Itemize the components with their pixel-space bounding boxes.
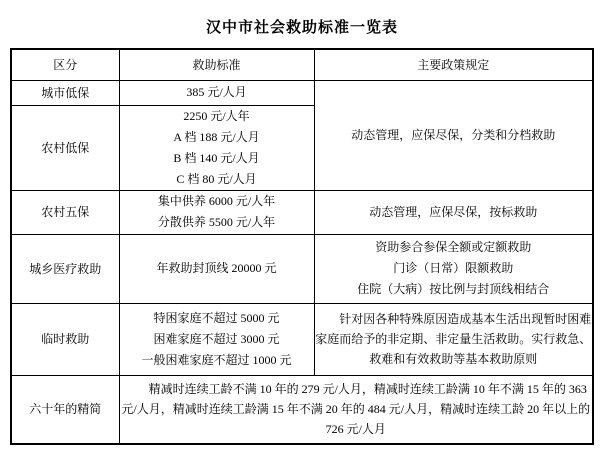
table-row-streamlined-60s xyxy=(11,375,593,444)
category-cell: 城市低保 xyxy=(11,80,119,105)
page-title: 汉中市社会救助标准一览表 xyxy=(205,20,398,36)
standard-cell xyxy=(119,80,314,105)
policy-line: 资助参合参保全额或定额救助 xyxy=(375,240,532,254)
standard-cell xyxy=(119,105,314,190)
column-header-policy: 主要政策规定 xyxy=(314,49,593,80)
column-header-standard: 救助标准 xyxy=(119,49,314,80)
category-cell: 临时救助 xyxy=(11,303,119,375)
standard-line: 一般困难家庭不超过 1000 元 xyxy=(141,352,292,367)
category-cell: 城乡医疗救助 xyxy=(11,234,119,303)
standard-line: C 档 80 元/人月 xyxy=(176,171,257,186)
column-header-category: 区分 xyxy=(11,49,119,80)
standard-cell xyxy=(119,234,314,303)
table-row-temporary xyxy=(11,303,593,375)
standard-line: 困难家庭不超过 3000 元 xyxy=(153,331,280,346)
standard-cell xyxy=(119,303,314,375)
assistance-standards-table xyxy=(10,48,594,445)
table-row-medical xyxy=(11,234,593,303)
category-cell: 农村五保 xyxy=(11,190,119,234)
standard-line: 2250 元/人年 xyxy=(183,108,250,123)
policy-cell xyxy=(314,234,593,303)
policy-line: 动态管理，应保尽保，分类和分档救助 xyxy=(351,127,556,142)
standard-line: 集中供养 6000 元/人年 xyxy=(157,194,276,208)
table-row-rural-wubao xyxy=(11,190,593,234)
policy-cell xyxy=(314,190,593,234)
policy-line: 住院（大病）按比例与封顶线相结合 xyxy=(357,282,550,296)
policy-cell-dibao-shared xyxy=(314,80,593,190)
category-cell: 农村低保 xyxy=(11,105,119,190)
standard-line: A 档 188 元/人月 xyxy=(173,129,260,144)
table-header-row xyxy=(11,49,593,80)
standard-cell xyxy=(119,190,314,234)
policy-line: 动态管理，应保尽保，按标救助 xyxy=(369,204,538,219)
detail-cell: 精减时连续工龄不满 10 年的 279 元/人月，精减时连续工龄满 10 年不满 15 年的 363 元/人月，精减时连续工龄满 15 年不满 20 年的 484 元/人月，精减时连续工龄 20 年以上的 726 元/人月 xyxy=(119,375,593,444)
category-cell: 六十年的精简 xyxy=(11,375,119,444)
standard-line: 年救助封顶线 20000 元 xyxy=(156,261,277,275)
standard-line: 分散供养 5500 元/人年 xyxy=(157,215,276,229)
standard-line: B 档 140 元/人月 xyxy=(173,150,260,165)
table-row-urban-dibao xyxy=(11,80,593,105)
standard-line: 特困家庭不超过 5000 元 xyxy=(153,310,280,325)
policy-line: 门诊（日常）限额救助 xyxy=(393,261,514,275)
standard-line: 385 元/人月 xyxy=(186,85,247,99)
policy-cell: 针对因各种特殊原因造成基本生活出现暂时困难家庭而给予的非定期、非定量生活救助。实行救急、救难和有效救助等基本救助原则 xyxy=(314,303,593,375)
